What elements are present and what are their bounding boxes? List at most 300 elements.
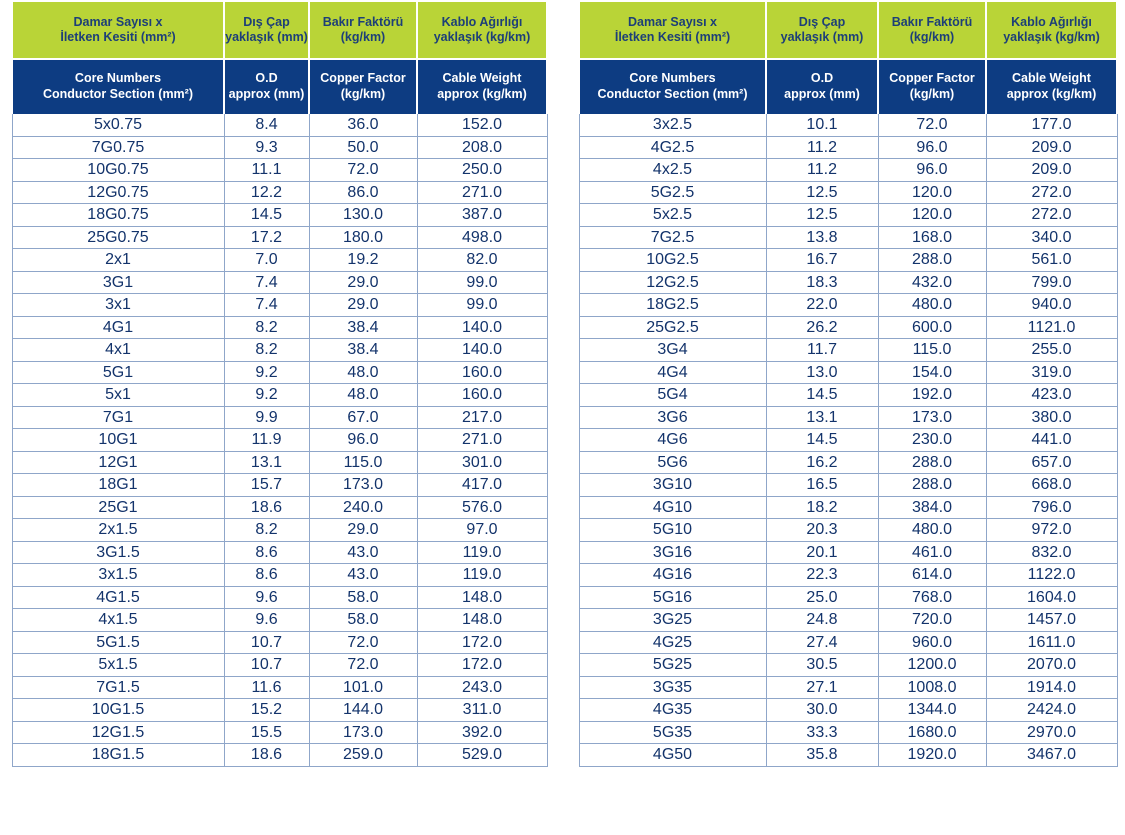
cell-cable-weight: 177.0 <box>986 113 1117 136</box>
cell-cable-weight: 576.0 <box>417 496 547 519</box>
cell-cable-weight: 2424.0 <box>986 699 1117 722</box>
cell-cable-weight: 561.0 <box>986 249 1117 272</box>
col-header-core-tr: Damar Sayısı x İletken Kesiti (mm²) <box>579 2 766 59</box>
cell-cable-weight: 148.0 <box>417 586 547 609</box>
cell-core-section: 3G4 <box>579 339 766 362</box>
cell-copper-factor: 432.0 <box>878 271 986 294</box>
cell-core-section: 4G10 <box>579 496 766 519</box>
cell-core-section: 18G2.5 <box>579 294 766 317</box>
cell-outer-diameter: 30.5 <box>766 654 878 677</box>
cell-cable-weight: 668.0 <box>986 474 1117 497</box>
col-header-od-tr: Dış Çap yaklaşık (mm) <box>766 2 878 59</box>
cell-core-section: 3G6 <box>579 406 766 429</box>
table-row <box>579 541 1117 564</box>
table-row <box>579 474 1117 497</box>
cell-outer-diameter: 27.1 <box>766 676 878 699</box>
cell-cable-weight: 272.0 <box>986 204 1117 227</box>
cell-core-section: 4x1 <box>12 339 224 362</box>
cell-core-section: 12G1 <box>12 451 224 474</box>
cell-copper-factor: 1008.0 <box>878 676 986 699</box>
cell-core-section: 5G16 <box>579 586 766 609</box>
table-row <box>12 181 547 204</box>
cell-core-section: 7G1 <box>12 406 224 429</box>
cell-outer-diameter: 9.2 <box>224 384 309 407</box>
cell-copper-factor: 614.0 <box>878 564 986 587</box>
cable-spec-table-left <box>11 2 548 767</box>
table-row <box>12 519 547 542</box>
cell-core-section: 3x1.5 <box>12 564 224 587</box>
cell-outer-diameter: 13.0 <box>766 361 878 384</box>
table-row <box>579 564 1117 587</box>
cell-outer-diameter: 16.7 <box>766 249 878 272</box>
cell-copper-factor: 72.0 <box>878 113 986 136</box>
table-row <box>579 204 1117 227</box>
table-row <box>12 744 547 767</box>
table-row <box>579 136 1117 159</box>
cell-core-section: 10G2.5 <box>579 249 766 272</box>
table-row <box>12 226 547 249</box>
cell-core-section: 5G6 <box>579 451 766 474</box>
table-row <box>579 429 1117 452</box>
cell-outer-diameter: 35.8 <box>766 744 878 767</box>
cell-core-section: 5G35 <box>579 721 766 744</box>
cell-core-section: 10G0.75 <box>12 159 224 182</box>
cell-outer-diameter: 8.4 <box>224 113 309 136</box>
cell-core-section: 18G1.5 <box>12 744 224 767</box>
cell-cable-weight: 301.0 <box>417 451 547 474</box>
table-row <box>579 721 1117 744</box>
cell-copper-factor: 1344.0 <box>878 699 986 722</box>
cell-cable-weight: 271.0 <box>417 181 547 204</box>
col-header-copper-tr: Bakır Faktörü (kg/km) <box>878 2 986 59</box>
cell-core-section: 3x1 <box>12 294 224 317</box>
cell-outer-diameter: 10.7 <box>224 631 309 654</box>
cell-core-section: 7G2.5 <box>579 226 766 249</box>
cell-core-section: 10G1.5 <box>12 699 224 722</box>
cell-core-section: 5x2.5 <box>579 204 766 227</box>
cell-copper-factor: 86.0 <box>309 181 417 204</box>
table-row <box>579 609 1117 632</box>
cell-outer-diameter: 8.6 <box>224 564 309 587</box>
cell-outer-diameter: 10.1 <box>766 113 878 136</box>
cell-copper-factor: 144.0 <box>309 699 417 722</box>
cell-outer-diameter: 18.6 <box>224 496 309 519</box>
cell-core-section: 4G4 <box>579 361 766 384</box>
cell-cable-weight: 99.0 <box>417 271 547 294</box>
cell-cable-weight: 340.0 <box>986 226 1117 249</box>
table-row <box>579 654 1117 677</box>
cell-cable-weight: 99.0 <box>417 294 547 317</box>
cell-copper-factor: 720.0 <box>878 609 986 632</box>
cell-copper-factor: 38.4 <box>309 339 417 362</box>
cell-copper-factor: 384.0 <box>878 496 986 519</box>
cell-copper-factor: 768.0 <box>878 586 986 609</box>
cell-outer-diameter: 30.0 <box>766 699 878 722</box>
table-row <box>579 744 1117 767</box>
cell-copper-factor: 48.0 <box>309 384 417 407</box>
cell-outer-diameter: 7.4 <box>224 271 309 294</box>
cell-outer-diameter: 9.6 <box>224 586 309 609</box>
cell-cable-weight: 140.0 <box>417 339 547 362</box>
cell-cable-weight: 217.0 <box>417 406 547 429</box>
cell-cable-weight: 172.0 <box>417 654 547 677</box>
cell-cable-weight: 272.0 <box>986 181 1117 204</box>
cell-outer-diameter: 15.2 <box>224 699 309 722</box>
cell-cable-weight: 529.0 <box>417 744 547 767</box>
cell-outer-diameter: 12.5 <box>766 181 878 204</box>
col-header-core-en: Core Numbers Conductor Section (mm²) <box>579 59 766 113</box>
cell-core-section: 5x0.75 <box>12 113 224 136</box>
col-header-copper-tr: Bakır Faktörü (kg/km) <box>309 2 417 59</box>
table-row <box>12 699 547 722</box>
cell-cable-weight: 3467.0 <box>986 744 1117 767</box>
cell-copper-factor: 115.0 <box>309 451 417 474</box>
cell-copper-factor: 1200.0 <box>878 654 986 677</box>
cell-core-section: 3G25 <box>579 609 766 632</box>
cell-cable-weight: 209.0 <box>986 159 1117 182</box>
cell-core-section: 3x2.5 <box>579 113 766 136</box>
table-row <box>579 631 1117 654</box>
col-header-core-tr: Damar Sayısı x İletken Kesiti (mm²) <box>12 2 224 59</box>
cell-outer-diameter: 13.1 <box>766 406 878 429</box>
cell-core-section: 4G1.5 <box>12 586 224 609</box>
cell-copper-factor: 173.0 <box>878 406 986 429</box>
cell-core-section: 2x1 <box>12 249 224 272</box>
cell-core-section: 4G35 <box>579 699 766 722</box>
cell-core-section: 2x1.5 <box>12 519 224 542</box>
cell-cable-weight: 799.0 <box>986 271 1117 294</box>
cell-cable-weight: 271.0 <box>417 429 547 452</box>
cell-copper-factor: 173.0 <box>309 721 417 744</box>
cell-core-section: 3G35 <box>579 676 766 699</box>
cell-core-section: 12G2.5 <box>579 271 766 294</box>
cell-core-section: 4G6 <box>579 429 766 452</box>
table-row <box>12 654 547 677</box>
cell-cable-weight: 387.0 <box>417 204 547 227</box>
cell-outer-diameter: 18.6 <box>224 744 309 767</box>
table-row <box>12 316 547 339</box>
col-header-weight-tr: Kablo Ağırlığı yaklaşık (kg/km) <box>986 2 1117 59</box>
cable-spec-table-right <box>578 2 1118 767</box>
cell-cable-weight: 796.0 <box>986 496 1117 519</box>
table-row <box>12 451 547 474</box>
cell-cable-weight: 119.0 <box>417 564 547 587</box>
cell-copper-factor: 1680.0 <box>878 721 986 744</box>
table-row <box>12 136 547 159</box>
cell-cable-weight: 832.0 <box>986 541 1117 564</box>
table-row <box>12 384 547 407</box>
cell-outer-diameter: 22.3 <box>766 564 878 587</box>
table-row <box>12 159 547 182</box>
cell-core-section: 4G25 <box>579 631 766 654</box>
cell-copper-factor: 154.0 <box>878 361 986 384</box>
table-row <box>12 676 547 699</box>
cell-copper-factor: 43.0 <box>309 564 417 587</box>
table-row <box>579 113 1117 136</box>
cell-cable-weight: 423.0 <box>986 384 1117 407</box>
cell-cable-weight: 441.0 <box>986 429 1117 452</box>
cell-core-section: 25G0.75 <box>12 226 224 249</box>
cell-copper-factor: 960.0 <box>878 631 986 654</box>
cell-core-section: 10G1 <box>12 429 224 452</box>
cell-cable-weight: 243.0 <box>417 676 547 699</box>
cell-core-section: 12G1.5 <box>12 721 224 744</box>
cell-outer-diameter: 14.5 <box>224 204 309 227</box>
cell-core-section: 25G2.5 <box>579 316 766 339</box>
cell-core-section: 5x1.5 <box>12 654 224 677</box>
cell-copper-factor: 180.0 <box>309 226 417 249</box>
cell-outer-diameter: 27.4 <box>766 631 878 654</box>
cell-outer-diameter: 11.2 <box>766 136 878 159</box>
cell-cable-weight: 160.0 <box>417 361 547 384</box>
cell-outer-diameter: 13.1 <box>224 451 309 474</box>
cell-cable-weight: 250.0 <box>417 159 547 182</box>
col-header-weight-en: Cable Weight approx (kg/km) <box>417 59 547 113</box>
cell-copper-factor: 29.0 <box>309 519 417 542</box>
cell-outer-diameter: 12.2 <box>224 181 309 204</box>
cell-cable-weight: 1914.0 <box>986 676 1117 699</box>
table-row <box>579 361 1117 384</box>
table-row <box>579 316 1117 339</box>
cell-core-section: 3G1 <box>12 271 224 294</box>
cell-copper-factor: 29.0 <box>309 271 417 294</box>
cell-copper-factor: 29.0 <box>309 294 417 317</box>
col-header-od-tr: Dış Çap yaklaşık (mm) <box>224 2 309 59</box>
cell-outer-diameter: 8.2 <box>224 339 309 362</box>
cell-copper-factor: 600.0 <box>878 316 986 339</box>
cell-cable-weight: 657.0 <box>986 451 1117 474</box>
cell-outer-diameter: 8.6 <box>224 541 309 564</box>
table-row <box>12 586 547 609</box>
cell-copper-factor: 173.0 <box>309 474 417 497</box>
table-row <box>12 541 547 564</box>
table-row <box>12 474 547 497</box>
cell-copper-factor: 19.2 <box>309 249 417 272</box>
table-row <box>12 721 547 744</box>
cell-copper-factor: 120.0 <box>878 181 986 204</box>
cell-cable-weight: 148.0 <box>417 609 547 632</box>
header-row-turkish <box>12 2 547 59</box>
cell-copper-factor: 96.0 <box>878 136 986 159</box>
cell-cable-weight: 172.0 <box>417 631 547 654</box>
cell-cable-weight: 2070.0 <box>986 654 1117 677</box>
table-row <box>579 339 1117 362</box>
table-row <box>579 406 1117 429</box>
table-row <box>579 181 1117 204</box>
cell-copper-factor: 58.0 <box>309 609 417 632</box>
cell-outer-diameter: 10.7 <box>224 654 309 677</box>
header-row-english <box>579 59 1117 113</box>
col-header-weight-tr: Kablo Ağırlığı yaklaşık (kg/km) <box>417 2 547 59</box>
cell-outer-diameter: 9.2 <box>224 361 309 384</box>
table-row <box>12 204 547 227</box>
table-row <box>579 676 1117 699</box>
table-row <box>579 586 1117 609</box>
table-row <box>12 609 547 632</box>
cell-cable-weight: 940.0 <box>986 294 1117 317</box>
cell-core-section: 5G1.5 <box>12 631 224 654</box>
col-header-core-en: Core Numbers Conductor Section (mm²) <box>12 59 224 113</box>
cell-outer-diameter: 11.6 <box>224 676 309 699</box>
cell-copper-factor: 259.0 <box>309 744 417 767</box>
cell-cable-weight: 152.0 <box>417 113 547 136</box>
cell-outer-diameter: 18.2 <box>766 496 878 519</box>
cell-outer-diameter: 7.4 <box>224 294 309 317</box>
cell-copper-factor: 288.0 <box>878 474 986 497</box>
cell-outer-diameter: 22.0 <box>766 294 878 317</box>
cell-cable-weight: 311.0 <box>417 699 547 722</box>
cell-outer-diameter: 26.2 <box>766 316 878 339</box>
header-row-english <box>12 59 547 113</box>
cell-cable-weight: 417.0 <box>417 474 547 497</box>
cell-core-section: 18G1 <box>12 474 224 497</box>
table-row <box>12 361 547 384</box>
cell-outer-diameter: 18.3 <box>766 271 878 294</box>
cell-cable-weight: 2970.0 <box>986 721 1117 744</box>
cell-cable-weight: 1121.0 <box>986 316 1117 339</box>
cell-outer-diameter: 11.9 <box>224 429 309 452</box>
cell-copper-factor: 480.0 <box>878 294 986 317</box>
table-body-left <box>12 113 547 766</box>
cell-outer-diameter: 9.9 <box>224 406 309 429</box>
cell-copper-factor: 72.0 <box>309 654 417 677</box>
cell-outer-diameter: 16.2 <box>766 451 878 474</box>
cell-cable-weight: 972.0 <box>986 519 1117 542</box>
table-row <box>12 271 547 294</box>
col-header-copper-en: Copper Factor (kg/km) <box>878 59 986 113</box>
header-row-turkish <box>579 2 1117 59</box>
cell-copper-factor: 58.0 <box>309 586 417 609</box>
table-row <box>12 631 547 654</box>
cell-cable-weight: 119.0 <box>417 541 547 564</box>
cell-core-section: 4G50 <box>579 744 766 767</box>
cell-copper-factor: 72.0 <box>309 159 417 182</box>
cell-copper-factor: 67.0 <box>309 406 417 429</box>
cell-copper-factor: 72.0 <box>309 631 417 654</box>
cell-copper-factor: 192.0 <box>878 384 986 407</box>
cell-outer-diameter: 11.1 <box>224 159 309 182</box>
cell-core-section: 4x2.5 <box>579 159 766 182</box>
cell-core-section: 7G0.75 <box>12 136 224 159</box>
cell-copper-factor: 96.0 <box>309 429 417 452</box>
cell-outer-diameter: 20.3 <box>766 519 878 542</box>
cell-outer-diameter: 16.5 <box>766 474 878 497</box>
cell-outer-diameter: 9.3 <box>224 136 309 159</box>
cell-core-section: 4G2.5 <box>579 136 766 159</box>
table-row <box>12 564 547 587</box>
cell-copper-factor: 96.0 <box>878 159 986 182</box>
cell-core-section: 25G1 <box>12 496 224 519</box>
cell-outer-diameter: 33.3 <box>766 721 878 744</box>
cell-outer-diameter: 13.8 <box>766 226 878 249</box>
table-row <box>579 699 1117 722</box>
cell-outer-diameter: 15.7 <box>224 474 309 497</box>
cell-cable-weight: 319.0 <box>986 361 1117 384</box>
cell-outer-diameter: 8.2 <box>224 316 309 339</box>
cell-cable-weight: 498.0 <box>417 226 547 249</box>
cell-cable-weight: 160.0 <box>417 384 547 407</box>
cell-copper-factor: 230.0 <box>878 429 986 452</box>
cell-core-section: 7G1.5 <box>12 676 224 699</box>
cell-copper-factor: 168.0 <box>878 226 986 249</box>
cell-outer-diameter: 20.1 <box>766 541 878 564</box>
table-row <box>579 294 1117 317</box>
col-header-od-en: O.D approx (mm) <box>224 59 309 113</box>
cell-outer-diameter: 11.7 <box>766 339 878 362</box>
table-row <box>579 496 1117 519</box>
col-header-od-en: O.D approx (mm) <box>766 59 878 113</box>
cell-outer-diameter: 24.8 <box>766 609 878 632</box>
cell-cable-weight: 392.0 <box>417 721 547 744</box>
cell-copper-factor: 120.0 <box>878 204 986 227</box>
cell-copper-factor: 130.0 <box>309 204 417 227</box>
cell-outer-diameter: 8.2 <box>224 519 309 542</box>
table-row <box>12 339 547 362</box>
cell-cable-weight: 380.0 <box>986 406 1117 429</box>
cell-copper-factor: 43.0 <box>309 541 417 564</box>
table-row <box>579 271 1117 294</box>
cell-outer-diameter: 17.2 <box>224 226 309 249</box>
cell-core-section: 12G0.75 <box>12 181 224 204</box>
table-row <box>579 226 1117 249</box>
cell-core-section: 3G1.5 <box>12 541 224 564</box>
table-row <box>12 294 547 317</box>
cell-core-section: 5G2.5 <box>579 181 766 204</box>
table-row <box>12 496 547 519</box>
cell-outer-diameter: 11.2 <box>766 159 878 182</box>
cell-outer-diameter: 12.5 <box>766 204 878 227</box>
cell-core-section: 5G1 <box>12 361 224 384</box>
cell-cable-weight: 140.0 <box>417 316 547 339</box>
cell-core-section: 3G10 <box>579 474 766 497</box>
cell-copper-factor: 48.0 <box>309 361 417 384</box>
cell-core-section: 4G16 <box>579 564 766 587</box>
cell-core-section: 5G10 <box>579 519 766 542</box>
cell-cable-weight: 208.0 <box>417 136 547 159</box>
cell-cable-weight: 209.0 <box>986 136 1117 159</box>
cell-outer-diameter: 15.5 <box>224 721 309 744</box>
cell-outer-diameter: 25.0 <box>766 586 878 609</box>
cell-cable-weight: 97.0 <box>417 519 547 542</box>
cell-core-section: 4x1.5 <box>12 609 224 632</box>
col-header-weight-en: Cable Weight approx (kg/km) <box>986 59 1117 113</box>
table-row <box>579 519 1117 542</box>
col-header-copper-en: Copper Factor (kg/km) <box>309 59 417 113</box>
cell-cable-weight: 1611.0 <box>986 631 1117 654</box>
cell-copper-factor: 288.0 <box>878 451 986 474</box>
cell-core-section: 3G16 <box>579 541 766 564</box>
cell-copper-factor: 480.0 <box>878 519 986 542</box>
cell-cable-weight: 1122.0 <box>986 564 1117 587</box>
table-row <box>579 451 1117 474</box>
cell-outer-diameter: 7.0 <box>224 249 309 272</box>
table-row <box>579 249 1117 272</box>
cell-copper-factor: 1920.0 <box>878 744 986 767</box>
cell-copper-factor: 36.0 <box>309 113 417 136</box>
table-row <box>12 249 547 272</box>
cell-copper-factor: 38.4 <box>309 316 417 339</box>
cell-outer-diameter: 9.6 <box>224 609 309 632</box>
cell-copper-factor: 461.0 <box>878 541 986 564</box>
cell-cable-weight: 1457.0 <box>986 609 1117 632</box>
table-row <box>12 113 547 136</box>
cell-copper-factor: 288.0 <box>878 249 986 272</box>
cell-outer-diameter: 14.5 <box>766 429 878 452</box>
cell-outer-diameter: 14.5 <box>766 384 878 407</box>
cell-cable-weight: 1604.0 <box>986 586 1117 609</box>
cell-cable-weight: 255.0 <box>986 339 1117 362</box>
table-body-right <box>579 113 1117 766</box>
